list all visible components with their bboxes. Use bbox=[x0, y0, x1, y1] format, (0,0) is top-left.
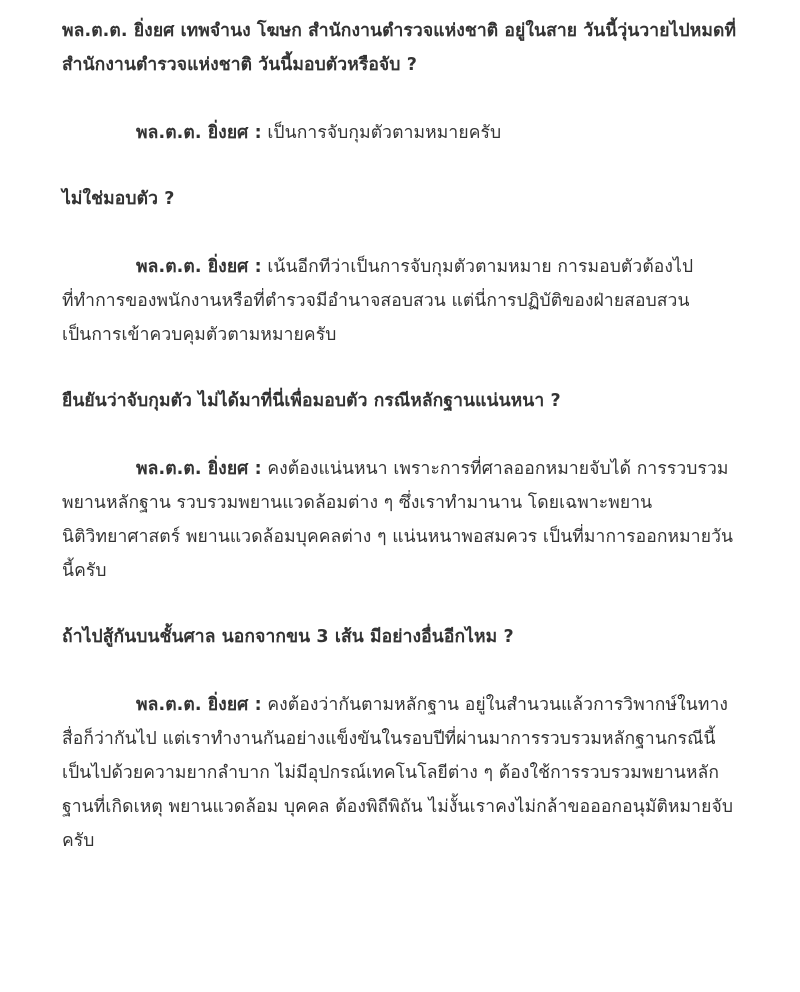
answer-speaker: พล.ต.ต. ยิ่งยศ : bbox=[136, 257, 262, 277]
interview-question: ยืนยันว่าจับกุมตัว ไม่ได้มาที่นี่เพื่อมอบตัว กรณีหลักฐานแน่นหนา ? bbox=[62, 391, 561, 411]
answer-text: คงต้องว่ากันตามหลักฐาน อยู่ในสำนวนแล้วการวิพากษ์ในทางสื่อก็ว่ากันไป แต่เราทำงานกันอย่างแข็งขันในรอบปีที่ผ่านมาการรวบรวมหลักฐานกรณีนี้เป็นไปด้วยความยากลำบาก ไม่มีอุปกรณ์เทคโนโลยีต่าง ๆ ต้องใช้การรวบรวมพยานหลักฐานที่เกิดเหตุ พยานแวดล้อม บุคคล ต้องพิถีพิถัน ไม่งั้นเราคงไม่กล้าขอออกอนุมัติหมายจับครับ bbox=[62, 695, 734, 851]
answer-speaker: พล.ต.ต. ยิ่งยศ : bbox=[136, 459, 262, 479]
interview-question: ไม่ใช่มอบตัว ? bbox=[62, 189, 175, 209]
answer-text: คงต้องแน่นหนา เพราะการที่ศาลออกหมายจับได้ การรวบรวมพยานหลักฐาน รวบรวมพยานแวดล้อมต่าง ๆ ซึ่งเราทำมานาน โดยเฉพาะพยานนิติวิทยาศาสตร์ พยานแวดล้อมบุคคลต่าง ๆ แน่นหนาพอสมควร เป็นที่มาการออกหมายวันนี้ครับ bbox=[62, 459, 734, 581]
interview-answer bbox=[62, 452, 742, 588]
interview-answer bbox=[62, 688, 742, 858]
answer-speaker: พล.ต.ต. ยิ่งยศ : bbox=[136, 695, 262, 715]
interview-question: พล.ต.ต. ยิ่งยศ เทพจำนง โฆษก สำนักงานตำรวจแห่งชาติ อยู่ในสาย วันนี้วุ่นวายไปหมดที่สำนักงานตำรวจแห่งชาติ วันนี้มอบตัวหรือจับ ? bbox=[62, 21, 737, 75]
article-body bbox=[62, 14, 742, 858]
answer-text: เป็นการจับกุมตัวตามหมายครับ bbox=[261, 123, 502, 143]
interview-answer bbox=[62, 250, 742, 352]
answer-text: เน้นอีกทีว่าเป็นการจับกุมตัวตามหมาย การมอบตัวต้องไปที่ทำการของพนักงานหรือที่ตำรวจมีอำนาจสอบสวน แต่นี่การปฏิบัติของฝ่ายสอบสวนเป็นการเข้าควบคุมตัวตามหมายครับ bbox=[62, 257, 694, 345]
interview-question: ถ้าไปสู้กันบนชั้นศาล นอกจากขน 3 เส้น มีอย่างอื่นอีกไหม ? bbox=[62, 627, 514, 647]
answer-speaker: พล.ต.ต. ยิ่งยศ : bbox=[136, 123, 262, 143]
interview-answer bbox=[62, 116, 742, 150]
